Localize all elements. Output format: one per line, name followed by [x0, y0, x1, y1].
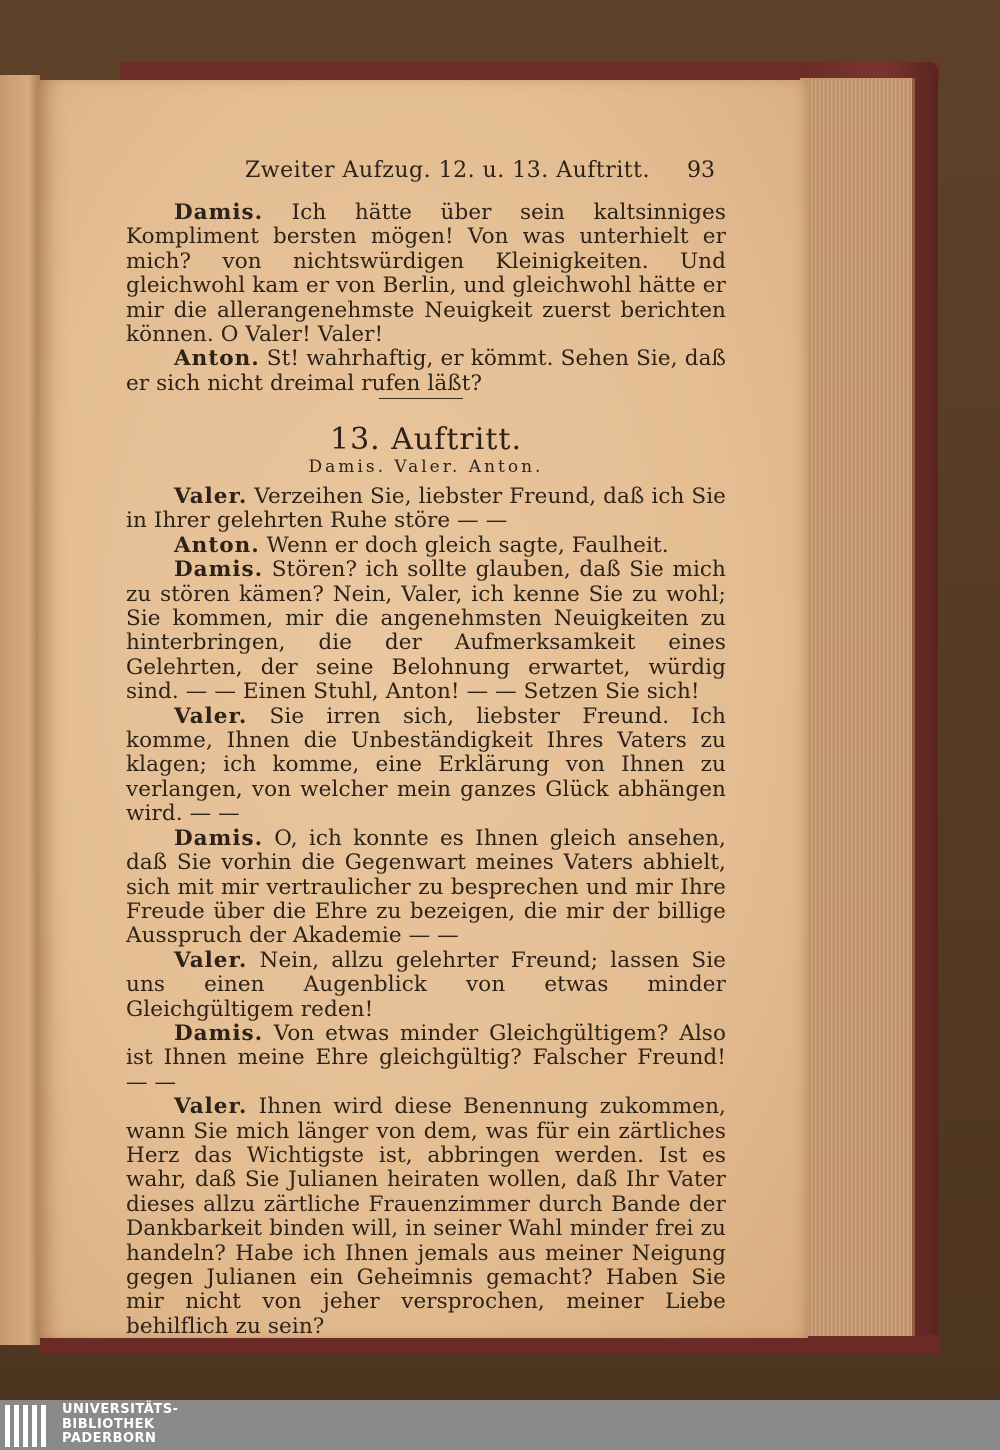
logo-line-3: PADERBORN	[62, 1431, 157, 1446]
speaker-name: Anton.	[174, 532, 260, 558]
page-number: 93	[687, 158, 715, 183]
dialogue-line	[126, 534, 726, 558]
speaker-name: Damis.	[174, 825, 264, 851]
dialogue-text: O, ich konnte es Ihnen gleich ansehen, daß Sie vorhin die Gegenwart meines Vaters abhielt, sich mit mir vertraulicher zu besprechen und mir Ihre Freude über die Ehre zu bezeigen, die mir der billige Ausspruch der Akademie — —	[126, 825, 726, 949]
library-logo-icon	[5, 1405, 50, 1447]
dialogue-line	[126, 485, 726, 534]
speaker-name: Damis.	[174, 200, 264, 225]
speaker-name: Damis.	[174, 557, 264, 583]
speaker-name: Valer.	[174, 1094, 248, 1120]
dialogue-text: Nein, allzu gelehrter Freund; lassen Sie uns einen Augenblick von etwas minder Gleichgültigem reden!	[126, 947, 726, 1022]
speaker-name: Damis.	[174, 1020, 264, 1046]
library-logo-text	[62, 1403, 262, 1447]
dialogue-line	[126, 1095, 726, 1339]
speaker-name: Valer.	[174, 703, 248, 729]
facing-page-edge	[0, 75, 40, 1345]
section-divider	[379, 398, 463, 399]
dialogue-line	[126, 705, 726, 827]
dialogue-text: Wenn er doch gleich sagte, Faulheit.	[266, 532, 669, 558]
speaker-name: Valer.	[174, 484, 248, 509]
running-head	[245, 158, 715, 192]
running-head-title: Zweiter Aufzug. 12. u. 13. Auftritt.	[245, 158, 650, 183]
dialogue-text: Stören? ich sollte glauben, daß Sie mich zu stören kämen? Nein, Valer, ich kenne Sie zu wohl; Sie kommen, mir die angenehmsten Neuigkeiten zu hinterbringen, die der Aufmerksamkeit eines Gelehrten, der seine Belohnung erwartet, würdig sind. — — Einen Stuhl, Anton! — — Setzen Sie sich!	[126, 557, 727, 705]
dialogue-text: St! wahrhaftig, er kömmt. Sehen Sie, daß er sich nicht dreimal rufen läßt?	[126, 346, 726, 396]
scene-13-text	[126, 485, 726, 1339]
page-edges	[800, 78, 915, 1336]
scene-12-text	[126, 201, 726, 396]
dialogue-line	[126, 201, 726, 347]
dialogue-line	[126, 1022, 726, 1095]
dialogue-line	[126, 827, 726, 949]
logo-line-1: UNIVERSITÄTS-	[62, 1402, 179, 1417]
speaker-name: Valer.	[174, 947, 248, 973]
dialogue-line	[126, 558, 726, 704]
logo-line-2: BIBLIOTHEK	[62, 1416, 155, 1432]
dialogue-line	[126, 347, 726, 396]
dialogue-line	[126, 949, 726, 1022]
cast-list: Damis. Valer. Anton.	[308, 457, 544, 477]
dialogue-text: Sie irren sich, liebster Freund. Ich komme, Ihnen die Unbeständigkeit Ihres Vaters zu klagen; ich komme, eine Erklärung von Ihnen zu verlangen, von welcher mein ganzes Glück abhängen wird. — —	[126, 703, 726, 827]
dialogue-text: Von etwas minder Gleichgültigem? Also ist Ihnen meine Ehre gleichgültig? Falscher Freund! — —	[126, 1020, 726, 1095]
dialogue-text: Verzeihen Sie, liebster Freund, daß ich Sie in Ihrer gelehrten Ruhe störe — —	[126, 484, 726, 534]
scene-title: 13. Auftritt.	[330, 422, 522, 457]
dialogue-text: Ich hätte über sein kaltsinniges Kompliment bersten mögen! Von was unterhielt er mich? von nichtswürdigen Kleinigkeiten. Und gleichwohl kam er von Berlin, und gleichwohl hätte er mir die allerangenehmste Neuigkeit zuerst berichten können. O Valer! Valer!	[126, 200, 727, 348]
dialogue-text: Ihnen wird diese Benennung zukommen, wann Sie mich länger von dem, was für ein zärtliches Herz das Wichtigste ist, abbringen werden. Ist es wahr, daß Sie Julianen heiraten wollen, daß Ihr Vater dieses allzu zärtliche Frauenzimmer durch Bande der Dankbarkeit binden will, in seiner Wahl minder frei zu handeln? Habe ich Ihnen jemals aus meiner Neigung gegen Julianen ein Geheimnis gemacht? Haben Sie mir nicht von jeher versprochen, meiner Liebe behilflich zu sein?	[126, 1094, 726, 1339]
speaker-name: Anton.	[174, 346, 260, 372]
